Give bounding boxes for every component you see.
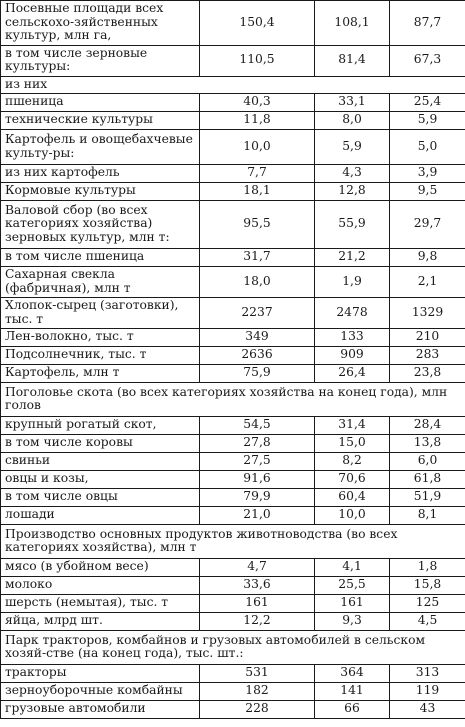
table-row: [1, 112, 465, 130]
section-header-row: [1, 76, 465, 94]
row-label: из них картофель: [1, 165, 200, 183]
row-label: Кормовые культуры: [1, 183, 200, 201]
row-label: в том числе зерновые культуры:: [1, 45, 200, 76]
section-header-row: [1, 631, 465, 665]
value-cell: 81,4: [315, 45, 390, 76]
value-cell: 33,6: [200, 577, 315, 595]
row-label: Подсолнечник, тыс. т: [1, 347, 200, 365]
value-cell: 161: [200, 595, 315, 613]
row-label: в том числе пшеница: [1, 249, 200, 267]
row-label: Картофель, млн т: [1, 365, 200, 383]
value-cell: 108,1: [315, 1, 390, 46]
value-cell: 2,1: [390, 267, 465, 298]
value-cell: 55,9: [315, 201, 390, 249]
value-cell: 40,3: [200, 94, 315, 112]
value-cell: 33,1: [315, 94, 390, 112]
table-row: [1, 183, 465, 201]
value-cell: 27,5: [200, 453, 315, 471]
value-cell: 5,0: [390, 130, 465, 165]
value-cell: 91,6: [200, 471, 315, 489]
value-cell: 12,8: [315, 183, 390, 201]
table-row: [1, 559, 465, 577]
value-cell: 313: [390, 665, 465, 683]
value-cell: 25,5: [315, 577, 390, 595]
value-cell: 161: [315, 595, 390, 613]
row-label: в том числе овцы: [1, 489, 200, 507]
value-cell: 21,0: [200, 507, 315, 525]
row-label: тракторы: [1, 665, 200, 683]
value-cell: 349: [200, 329, 315, 347]
value-cell: 87,7: [390, 1, 465, 46]
value-cell: 119: [390, 683, 465, 701]
table-row: [1, 45, 465, 76]
table-row: [1, 595, 465, 613]
value-cell: 12,2: [200, 613, 315, 631]
row-label: Сахарная свекла (фабричная), млн т: [1, 267, 200, 298]
value-cell: 13,8: [390, 435, 465, 453]
row-label: Валовой сбор (во всех категориях хозяйства) зерновых культур, млн т:: [1, 201, 200, 249]
value-cell: 9,3: [315, 613, 390, 631]
value-cell: 31,4: [315, 417, 390, 435]
value-cell: 79,9: [200, 489, 315, 507]
table-row: [1, 267, 465, 298]
table-row: [1, 507, 465, 525]
table-row: [1, 417, 465, 435]
row-label: шерсть (немытая), тыс. т: [1, 595, 200, 613]
row-label: пшеница: [1, 94, 200, 112]
row-label: в том числе коровы: [1, 435, 200, 453]
value-cell: 909: [315, 347, 390, 365]
table-row: [1, 329, 465, 347]
value-cell: 18,0: [200, 267, 315, 298]
value-cell: 8,0: [315, 112, 390, 130]
value-cell: 2237: [200, 298, 315, 329]
value-cell: 61,8: [390, 471, 465, 489]
table-row: [1, 165, 465, 183]
row-label: Картофель и овощебахчевые культу-ры:: [1, 130, 200, 165]
table-row: [1, 489, 465, 507]
value-cell: 150,4: [200, 1, 315, 46]
row-label: Хлопок-сырец (заготовки), тыс. т: [1, 298, 200, 329]
table-row: [1, 613, 465, 631]
value-cell: 125: [390, 595, 465, 613]
table-row: [1, 298, 465, 329]
value-cell: 2636: [200, 347, 315, 365]
table-row: [1, 130, 465, 165]
value-cell: 11,8: [200, 112, 315, 130]
value-cell: 10,0: [200, 130, 315, 165]
table-row: [1, 201, 465, 249]
value-cell: 27,8: [200, 435, 315, 453]
value-cell: 15,0: [315, 435, 390, 453]
value-cell: 1,8: [390, 559, 465, 577]
row-label: грузовые автомобили: [1, 701, 200, 719]
value-cell: 3,9: [390, 165, 465, 183]
value-cell: 60,4: [315, 489, 390, 507]
value-cell: 26,4: [315, 365, 390, 383]
value-cell: 7,7: [200, 165, 315, 183]
table-row: [1, 471, 465, 489]
row-label: свиньи: [1, 453, 200, 471]
table-body: [1, 1, 465, 719]
value-cell: 51,9: [390, 489, 465, 507]
table-row: [1, 701, 465, 719]
value-cell: 8,2: [315, 453, 390, 471]
table-row: [1, 435, 465, 453]
value-cell: 4,7: [200, 559, 315, 577]
value-cell: 66: [315, 701, 390, 719]
row-label: молоко: [1, 577, 200, 595]
value-cell: 67,3: [390, 45, 465, 76]
value-cell: 531: [200, 665, 315, 683]
value-cell: 5,9: [390, 112, 465, 130]
section-header: Поголовье скота (во всех категориях хозяйства на конец года), млн голов: [1, 383, 465, 417]
value-cell: 10,0: [315, 507, 390, 525]
value-cell: 23,8: [390, 365, 465, 383]
value-cell: 28,4: [390, 417, 465, 435]
value-cell: 141: [315, 683, 390, 701]
value-cell: 31,7: [200, 249, 315, 267]
section-header-row: [1, 383, 465, 417]
value-cell: 43: [390, 701, 465, 719]
value-cell: 133: [315, 329, 390, 347]
row-label: крупный рогатый скот,: [1, 417, 200, 435]
value-cell: 9,5: [390, 183, 465, 201]
row-label: Лен-волокно, тыс. т: [1, 329, 200, 347]
value-cell: 1329: [390, 298, 465, 329]
value-cell: 54,5: [200, 417, 315, 435]
table-row: [1, 249, 465, 267]
table-row: [1, 665, 465, 683]
value-cell: 21,2: [315, 249, 390, 267]
value-cell: 18,1: [200, 183, 315, 201]
section-header-row: [1, 525, 465, 559]
value-cell: 2478: [315, 298, 390, 329]
value-cell: 110,5: [200, 45, 315, 76]
row-label: овцы и козы,: [1, 471, 200, 489]
value-cell: 9,8: [390, 249, 465, 267]
value-cell: 210: [390, 329, 465, 347]
table-row: [1, 1, 465, 46]
value-cell: 283: [390, 347, 465, 365]
table-row: [1, 94, 465, 112]
section-header: из них: [1, 76, 465, 94]
value-cell: 29,7: [390, 201, 465, 249]
row-label: яйца, млрд шт.: [1, 613, 200, 631]
value-cell: 25,4: [390, 94, 465, 112]
value-cell: 6,0: [390, 453, 465, 471]
row-label: Посевные площади всех сельскохо-зяйственных культур, млн га,: [1, 1, 200, 46]
value-cell: 8,1: [390, 507, 465, 525]
value-cell: 182: [200, 683, 315, 701]
row-label: зерноуборочные комбайны: [1, 683, 200, 701]
value-cell: 1,9: [315, 267, 390, 298]
value-cell: 364: [315, 665, 390, 683]
value-cell: 228: [200, 701, 315, 719]
value-cell: 4,3: [315, 165, 390, 183]
value-cell: 4,1: [315, 559, 390, 577]
table-row: [1, 347, 465, 365]
section-header: Парк тракторов, комбайнов и грузовых автомобилей в сельском хозяй-стве (на конец года), тыс. шт.:: [1, 631, 465, 665]
row-label: мясо (в убойном весе): [1, 559, 200, 577]
value-cell: 15,8: [390, 577, 465, 595]
table-row: [1, 577, 465, 595]
value-cell: 4,5: [390, 613, 465, 631]
table-row: [1, 683, 465, 701]
value-cell: 95,5: [200, 201, 315, 249]
section-header: Производство основных продуктов животноводства (во всех категориях хозяйства), млн т: [1, 525, 465, 559]
value-cell: 70,6: [315, 471, 390, 489]
table-row: [1, 365, 465, 383]
table-row: [1, 453, 465, 471]
row-label: технические культуры: [1, 112, 200, 130]
row-label: лошади: [1, 507, 200, 525]
value-cell: 75,9: [200, 365, 315, 383]
value-cell: 5,9: [315, 130, 390, 165]
